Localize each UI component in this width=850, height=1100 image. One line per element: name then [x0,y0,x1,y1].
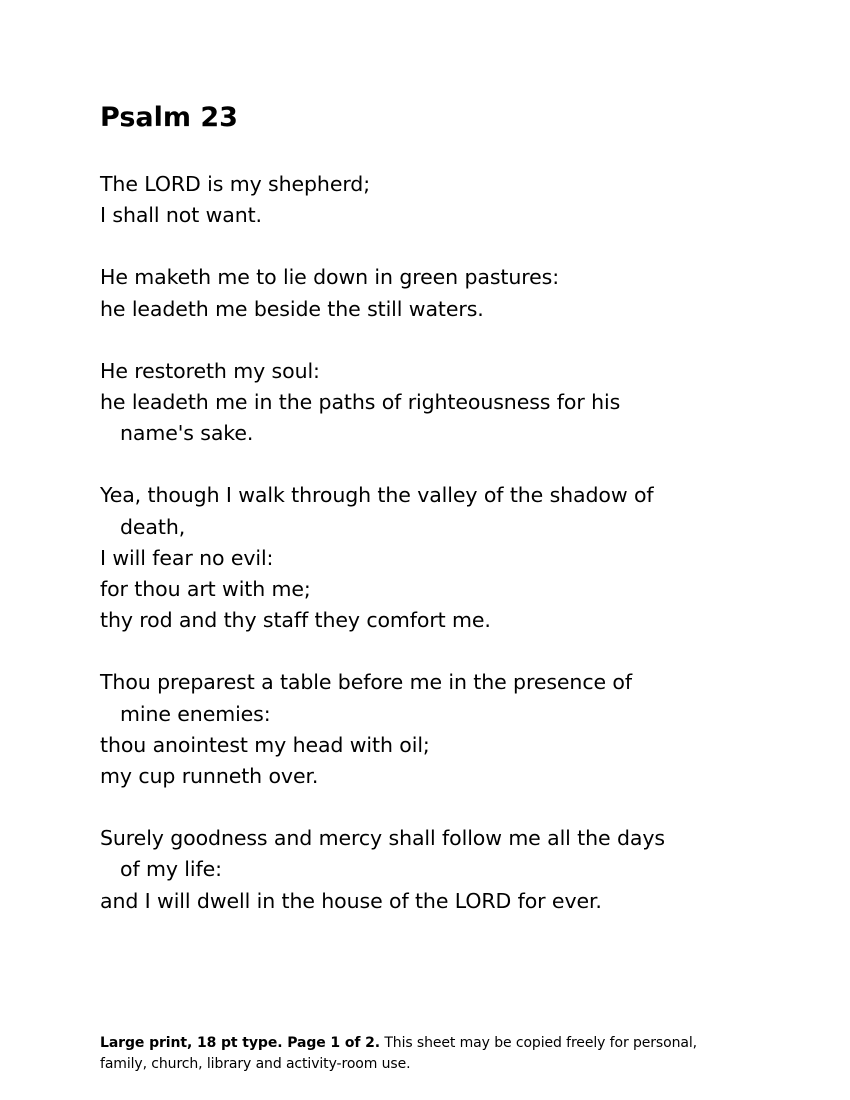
verse-line: He maketh me to lie down in green pastures: [100,265,560,290]
verse-line: thou anointest my head with oil; [100,732,430,757]
verse-line-continuation: of my life: [120,857,222,882]
verse-line: he leadeth me in the paths of righteousness for his [100,390,621,415]
verse-line: Surely goodness and mercy shall follow me all the days [100,826,665,851]
verse-line: He restoreth my soul: [100,358,320,383]
footer-bold-text: Large print, 18 pt type. Page 1 of 2. [100,1035,380,1051]
stanza [100,356,740,450]
verse-line: The LORD is my shepherd; [100,172,371,196]
verse-line: my cup runneth over. [100,764,319,789]
verse-line: for thou art with me; [100,577,311,602]
verse-line-continuation: death, [120,514,186,539]
verse-line: I will fear no evil: [100,545,274,570]
page-title: Psalm 23 [100,102,238,133]
verse-line: and I will dwell in the house of the LORD for ever. [100,888,602,913]
verse-line: I shall not want. [100,203,262,228]
footer-text: This sheet may be copied freely for personal, family, church, library and activity-room use. [100,1035,697,1072]
verse-line-continuation: name's sake. [120,421,254,446]
verse-line-continuation: mine enemies: [120,701,271,726]
verse-line: Thou preparest a table before me in the presence of [100,670,632,695]
verse-line: Yea, though I walk through the valley of the shadow of [100,483,654,508]
psalm-text [100,169,740,948]
stanza [100,480,740,636]
page-footer-note [100,1033,740,1074]
stanza [100,667,740,792]
verse-line: thy rod and thy staff they comfort me. [100,608,491,633]
stanza [100,262,740,324]
stanza [100,823,740,917]
stanza [100,169,740,231]
verse-line: he leadeth me beside the still waters. [100,296,484,321]
